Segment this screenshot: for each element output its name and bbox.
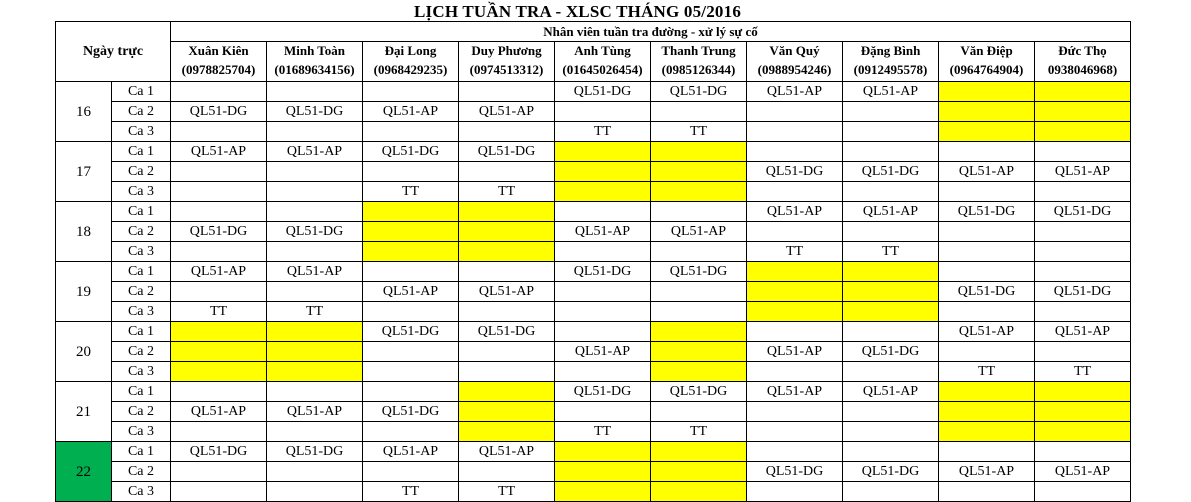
assignment-cell bbox=[363, 422, 459, 442]
assignment-cell: TT bbox=[843, 242, 939, 262]
assignment-cell bbox=[171, 382, 267, 402]
assignment-cell: QL51-DG bbox=[651, 382, 747, 402]
assignment-cell bbox=[747, 482, 843, 502]
assignment-cell: QL51-DG bbox=[363, 402, 459, 422]
assignment-cell bbox=[939, 182, 1035, 202]
assignment-cell bbox=[363, 202, 459, 222]
patrol-schedule-table bbox=[55, 21, 1131, 502]
schedule-row bbox=[56, 422, 1131, 442]
assignment-cell: QL51-DG bbox=[363, 142, 459, 162]
shift-label: Ca 1 bbox=[112, 442, 171, 462]
assignment-cell bbox=[747, 362, 843, 382]
assignment-cell bbox=[843, 222, 939, 242]
staff-phone: (0985126344) bbox=[661, 62, 736, 77]
assignment-cell bbox=[363, 462, 459, 482]
assignment-cell bbox=[555, 362, 651, 382]
assignment-cell bbox=[1035, 142, 1131, 162]
assignment-cell bbox=[555, 482, 651, 502]
assignment-cell bbox=[267, 122, 363, 142]
header-row-staff bbox=[56, 42, 1131, 82]
assignment-cell bbox=[459, 122, 555, 142]
assignment-cell bbox=[651, 482, 747, 502]
schedule-row bbox=[56, 182, 1131, 202]
assignment-cell bbox=[843, 262, 939, 282]
schedule-row bbox=[56, 142, 1131, 162]
shift-label: Ca 3 bbox=[112, 122, 171, 142]
assignment-cell bbox=[843, 302, 939, 322]
assignment-cell: QL51-DG bbox=[555, 82, 651, 102]
schedule-row bbox=[56, 222, 1131, 242]
assignment-cell bbox=[1035, 342, 1131, 362]
assignment-cell: QL51-DG bbox=[171, 222, 267, 242]
assignment-cell bbox=[267, 462, 363, 482]
assignment-cell: QL51-AP bbox=[843, 82, 939, 102]
assignment-cell bbox=[939, 382, 1035, 402]
assignment-cell bbox=[459, 222, 555, 242]
assignment-cell: QL51-AP bbox=[267, 142, 363, 162]
assignment-cell: TT bbox=[459, 482, 555, 502]
assignment-cell bbox=[843, 122, 939, 142]
assignment-cell: QL51-AP bbox=[363, 442, 459, 462]
assignment-cell bbox=[267, 162, 363, 182]
shift-label: Ca 1 bbox=[112, 322, 171, 342]
staff-name: Văn Điệp bbox=[960, 43, 1013, 58]
shift-label: Ca 2 bbox=[112, 462, 171, 482]
assignment-cell: QL51-AP bbox=[267, 262, 363, 282]
staff-name: Duy Phương bbox=[471, 43, 542, 58]
assignment-cell bbox=[171, 362, 267, 382]
assignment-cell: TT bbox=[555, 422, 651, 442]
assignment-cell: QL51-DG bbox=[459, 322, 555, 342]
schedule-row bbox=[56, 442, 1131, 462]
assignment-cell bbox=[459, 202, 555, 222]
header-row-1 bbox=[56, 22, 1131, 42]
staff-group-header: Nhân viên tuần tra đường - xử lý sự cố bbox=[171, 22, 1131, 42]
assignment-cell: TT bbox=[1035, 362, 1131, 382]
schedule-row bbox=[56, 302, 1131, 322]
assignment-cell bbox=[939, 82, 1035, 102]
assignment-cell bbox=[555, 402, 651, 422]
assignment-cell bbox=[747, 102, 843, 122]
assignment-cell: QL51-AP bbox=[651, 222, 747, 242]
assignment-cell bbox=[267, 322, 363, 342]
shift-label: Ca 3 bbox=[112, 182, 171, 202]
assignment-cell: QL51-DG bbox=[171, 102, 267, 122]
assignment-cell bbox=[939, 442, 1035, 462]
assignment-cell bbox=[459, 82, 555, 102]
assignment-cell bbox=[459, 262, 555, 282]
assignment-cell bbox=[747, 122, 843, 142]
assignment-cell: QL51-AP bbox=[939, 322, 1035, 342]
assignment-cell bbox=[267, 422, 363, 442]
shift-label: Ca 2 bbox=[112, 282, 171, 302]
assignment-cell bbox=[843, 402, 939, 422]
assignment-cell bbox=[843, 182, 939, 202]
assignment-cell: QL51-AP bbox=[555, 222, 651, 242]
assignment-cell: QL51-AP bbox=[1035, 462, 1131, 482]
shift-label: Ca 2 bbox=[112, 402, 171, 422]
assignment-cell bbox=[363, 362, 459, 382]
schedule-row bbox=[56, 362, 1131, 382]
assignment-cell bbox=[1035, 422, 1131, 442]
staff-name: Đại Long bbox=[384, 43, 437, 58]
assignment-cell bbox=[459, 342, 555, 362]
shift-label: Ca 3 bbox=[112, 482, 171, 502]
assignment-cell: QL51-AP bbox=[171, 142, 267, 162]
assignment-cell bbox=[363, 162, 459, 182]
schedule-row bbox=[56, 382, 1131, 402]
assignment-cell: QL51-DG bbox=[267, 222, 363, 242]
assignment-cell bbox=[267, 342, 363, 362]
assignment-cell bbox=[171, 82, 267, 102]
assignment-cell bbox=[939, 122, 1035, 142]
assignment-cell bbox=[939, 242, 1035, 262]
ngay-truc-header: Ngày trực bbox=[56, 22, 171, 82]
assignment-cell bbox=[651, 282, 747, 302]
staff-phone: (01645026454) bbox=[562, 62, 643, 77]
assignment-cell bbox=[651, 342, 747, 362]
assignment-cell bbox=[363, 222, 459, 242]
staff-phone: (01689634156) bbox=[274, 62, 355, 77]
assignment-cell: QL51-AP bbox=[459, 442, 555, 462]
assignment-cell bbox=[939, 302, 1035, 322]
assignment-cell bbox=[747, 282, 843, 302]
assignment-cell bbox=[843, 102, 939, 122]
assignment-cell bbox=[171, 342, 267, 362]
assignment-cell bbox=[459, 302, 555, 322]
assignment-cell bbox=[267, 362, 363, 382]
assignment-cell: QL51-DG bbox=[1035, 282, 1131, 302]
staff-name: Anh Tùng bbox=[574, 43, 631, 58]
staff-name: Văn Quý bbox=[769, 43, 820, 58]
assignment-cell bbox=[267, 482, 363, 502]
assignment-cell bbox=[555, 442, 651, 462]
assignment-cell: TT bbox=[171, 302, 267, 322]
assignment-cell bbox=[747, 262, 843, 282]
assignment-cell bbox=[459, 462, 555, 482]
assignment-cell: QL51-AP bbox=[1035, 162, 1131, 182]
shift-label: Ca 1 bbox=[112, 202, 171, 222]
day-cell: 18 bbox=[56, 202, 112, 262]
assignment-cell bbox=[1035, 482, 1131, 502]
assignment-cell bbox=[651, 442, 747, 462]
assignment-cell bbox=[939, 402, 1035, 422]
shift-label: Ca 3 bbox=[112, 242, 171, 262]
assignment-cell bbox=[171, 242, 267, 262]
assignment-cell bbox=[843, 282, 939, 302]
assignment-cell bbox=[747, 302, 843, 322]
assignment-cell bbox=[747, 442, 843, 462]
shift-label: Ca 2 bbox=[112, 102, 171, 122]
schedule-row bbox=[56, 102, 1131, 122]
assignment-cell: QL51-AP bbox=[555, 342, 651, 362]
assignment-cell: TT bbox=[651, 122, 747, 142]
staff-name: Xuân Kiên bbox=[188, 43, 249, 58]
assignment-cell: TT bbox=[363, 482, 459, 502]
staff-name: Đặng Bình bbox=[860, 43, 921, 58]
assignment-cell bbox=[171, 182, 267, 202]
assignment-cell: QL51-DG bbox=[1035, 202, 1131, 222]
assignment-cell: QL51-DG bbox=[747, 162, 843, 182]
staff-name: Thanh Trung bbox=[661, 43, 736, 58]
assignment-cell bbox=[555, 182, 651, 202]
assignment-cell bbox=[843, 422, 939, 442]
staff-header-3 bbox=[459, 42, 555, 82]
shift-label: Ca 2 bbox=[112, 222, 171, 242]
assignment-cell bbox=[171, 462, 267, 482]
assignment-cell bbox=[363, 82, 459, 102]
staff-phone: (0964764904) bbox=[949, 62, 1024, 77]
assignment-cell: TT bbox=[651, 422, 747, 442]
assignment-cell bbox=[363, 242, 459, 262]
assignment-cell: QL51-DG bbox=[555, 382, 651, 402]
assignment-cell: QL51-DG bbox=[843, 342, 939, 362]
assignment-cell: QL51-DG bbox=[747, 462, 843, 482]
assignment-cell: QL51-AP bbox=[363, 102, 459, 122]
assignment-cell bbox=[1035, 242, 1131, 262]
assignment-cell: QL51-DG bbox=[267, 102, 363, 122]
assignment-cell bbox=[171, 282, 267, 302]
assignment-cell bbox=[651, 142, 747, 162]
assignment-cell bbox=[555, 162, 651, 182]
shift-label: Ca 1 bbox=[112, 142, 171, 162]
assignment-cell bbox=[747, 182, 843, 202]
day-cell: 21 bbox=[56, 382, 112, 442]
assignment-cell: QL51-DG bbox=[651, 262, 747, 282]
staff-header-1 bbox=[267, 42, 363, 82]
assignment-cell: QL51-DG bbox=[939, 282, 1035, 302]
shift-label: Ca 3 bbox=[112, 362, 171, 382]
assignment-cell bbox=[651, 302, 747, 322]
assignment-cell bbox=[555, 142, 651, 162]
assignment-cell bbox=[843, 362, 939, 382]
assignment-cell: TT bbox=[555, 122, 651, 142]
assignment-cell bbox=[939, 482, 1035, 502]
assignment-cell bbox=[267, 202, 363, 222]
staff-phone: (0974513312) bbox=[469, 62, 544, 77]
assignment-cell bbox=[267, 82, 363, 102]
staff-header-2 bbox=[363, 42, 459, 82]
assignment-cell bbox=[171, 482, 267, 502]
assignment-cell bbox=[651, 102, 747, 122]
schedule-row bbox=[56, 202, 1131, 222]
assignment-cell bbox=[555, 282, 651, 302]
assignment-cell bbox=[939, 142, 1035, 162]
assignment-cell bbox=[363, 342, 459, 362]
assignment-cell bbox=[171, 322, 267, 342]
assignment-cell bbox=[267, 282, 363, 302]
day-cell: 20 bbox=[56, 322, 112, 382]
assignment-cell bbox=[651, 402, 747, 422]
assignment-cell bbox=[267, 242, 363, 262]
assignment-cell bbox=[651, 162, 747, 182]
assignment-cell bbox=[459, 242, 555, 262]
assignment-cell bbox=[939, 262, 1035, 282]
staff-header-0 bbox=[171, 42, 267, 82]
assignment-cell: QL51-AP bbox=[843, 382, 939, 402]
staff-header-8 bbox=[939, 42, 1035, 82]
schedule-row bbox=[56, 82, 1131, 102]
assignment-cell: QL51-DG bbox=[843, 162, 939, 182]
staff-name: Đức Thọ bbox=[1058, 43, 1107, 58]
assignment-cell bbox=[651, 362, 747, 382]
assignment-cell: QL51-AP bbox=[171, 402, 267, 422]
assignment-cell bbox=[843, 442, 939, 462]
assignment-cell bbox=[1035, 122, 1131, 142]
shift-label: Ca 1 bbox=[112, 82, 171, 102]
assignment-cell bbox=[651, 462, 747, 482]
assignment-cell: TT bbox=[267, 302, 363, 322]
shift-label: Ca 2 bbox=[112, 162, 171, 182]
assignment-cell bbox=[555, 302, 651, 322]
assignment-cell: QL51-AP bbox=[939, 162, 1035, 182]
assignment-cell: QL51-DG bbox=[459, 142, 555, 162]
shift-label: Ca 1 bbox=[112, 262, 171, 282]
assignment-cell bbox=[747, 222, 843, 242]
assignment-cell: QL51-DG bbox=[939, 202, 1035, 222]
assignment-cell: QL51-AP bbox=[747, 82, 843, 102]
assignment-cell bbox=[651, 202, 747, 222]
schedule-row bbox=[56, 262, 1131, 282]
assignment-cell: QL51-AP bbox=[747, 202, 843, 222]
assignment-cell bbox=[747, 322, 843, 342]
assignment-cell bbox=[747, 142, 843, 162]
assignment-cell: QL51-AP bbox=[171, 262, 267, 282]
assignment-cell bbox=[555, 322, 651, 342]
day-cell: 17 bbox=[56, 142, 112, 202]
assignment-cell: QL51-AP bbox=[363, 282, 459, 302]
assignment-cell bbox=[651, 242, 747, 262]
schedule-row bbox=[56, 282, 1131, 302]
schedule-row bbox=[56, 322, 1131, 342]
schedule-row bbox=[56, 242, 1131, 262]
assignment-cell bbox=[363, 122, 459, 142]
assignment-cell: QL51-AP bbox=[1035, 322, 1131, 342]
assignment-cell bbox=[747, 422, 843, 442]
assignment-cell: QL51-AP bbox=[267, 402, 363, 422]
assignment-cell bbox=[555, 242, 651, 262]
assignment-cell bbox=[939, 342, 1035, 362]
assignment-cell bbox=[651, 182, 747, 202]
assignment-cell bbox=[171, 422, 267, 442]
assignment-cell bbox=[459, 402, 555, 422]
assignment-cell bbox=[363, 302, 459, 322]
assignment-cell: TT bbox=[459, 182, 555, 202]
schedule-row bbox=[56, 162, 1131, 182]
assignment-cell bbox=[1035, 442, 1131, 462]
assignment-cell: TT bbox=[747, 242, 843, 262]
assignment-cell bbox=[1035, 262, 1131, 282]
staff-name: Minh Toàn bbox=[283, 43, 346, 58]
assignment-cell bbox=[1035, 382, 1131, 402]
assignment-cell bbox=[939, 222, 1035, 242]
schedule-title: LỊCH TUẦN TRA - XLSC THÁNG 05/2016 bbox=[414, 2, 742, 21]
staff-phone: (0988954246) bbox=[757, 62, 832, 77]
assignment-cell: QL51-DG bbox=[171, 442, 267, 462]
shift-label: Ca 3 bbox=[112, 302, 171, 322]
assignment-cell bbox=[555, 102, 651, 122]
staff-phone: (0978825704) bbox=[181, 62, 256, 77]
staff-phone: 0938046968) bbox=[1047, 62, 1118, 77]
assignment-cell: QL51-AP bbox=[459, 102, 555, 122]
assignment-cell bbox=[555, 462, 651, 482]
assignment-cell: QL51-DG bbox=[555, 262, 651, 282]
shift-label: Ca 3 bbox=[112, 422, 171, 442]
assignment-cell: QL51-AP bbox=[747, 382, 843, 402]
assignment-cell bbox=[171, 122, 267, 142]
assignment-cell: QL51-DG bbox=[843, 462, 939, 482]
assignment-cell: QL51-DG bbox=[363, 322, 459, 342]
assignment-cell bbox=[843, 482, 939, 502]
assignment-cell bbox=[1035, 102, 1131, 122]
assignment-cell bbox=[1035, 302, 1131, 322]
schedule-row bbox=[56, 342, 1131, 362]
staff-header-9 bbox=[1035, 42, 1131, 82]
assignment-cell bbox=[267, 182, 363, 202]
assignment-cell bbox=[459, 382, 555, 402]
day-cell: 16 bbox=[56, 82, 112, 142]
assignment-cell: QL51-AP bbox=[843, 202, 939, 222]
assignment-cell: QL51-AP bbox=[459, 282, 555, 302]
assignment-cell: TT bbox=[939, 362, 1035, 382]
staff-header-6 bbox=[747, 42, 843, 82]
assignment-cell bbox=[459, 362, 555, 382]
staff-header-5 bbox=[651, 42, 747, 82]
schedule-row bbox=[56, 402, 1131, 422]
schedule-row bbox=[56, 482, 1131, 502]
assignment-cell bbox=[267, 382, 363, 402]
day-cell: 19 bbox=[56, 262, 112, 322]
assignment-cell: TT bbox=[363, 182, 459, 202]
assignment-cell bbox=[363, 262, 459, 282]
assignment-cell bbox=[1035, 182, 1131, 202]
assignment-cell: QL51-DG bbox=[651, 82, 747, 102]
assignment-cell: QL51-DG bbox=[267, 442, 363, 462]
staff-phone: (0912495578) bbox=[853, 62, 928, 77]
shift-label: Ca 2 bbox=[112, 342, 171, 362]
assignment-cell bbox=[1035, 82, 1131, 102]
assignment-cell: QL51-AP bbox=[747, 342, 843, 362]
assignment-cell bbox=[651, 322, 747, 342]
assignment-cell bbox=[1035, 402, 1131, 422]
day-cell: 22 bbox=[56, 442, 112, 502]
assignment-cell bbox=[939, 102, 1035, 122]
assignment-cell: QL51-AP bbox=[939, 462, 1035, 482]
assignment-cell bbox=[459, 162, 555, 182]
assignment-cell bbox=[363, 382, 459, 402]
assignment-cell bbox=[747, 402, 843, 422]
assignment-cell bbox=[171, 162, 267, 182]
schedule-title-bar bbox=[0, 0, 1191, 22]
staff-header-7 bbox=[843, 42, 939, 82]
assignment-cell bbox=[843, 142, 939, 162]
assignment-cell bbox=[939, 422, 1035, 442]
staff-header-4 bbox=[555, 42, 651, 82]
schedule-row bbox=[56, 122, 1131, 142]
assignment-cell bbox=[555, 202, 651, 222]
staff-phone: (0968429235) bbox=[373, 62, 448, 77]
schedule-row bbox=[56, 462, 1131, 482]
assignment-cell bbox=[843, 322, 939, 342]
assignment-cell bbox=[171, 202, 267, 222]
assignment-cell bbox=[459, 422, 555, 442]
shift-label: Ca 1 bbox=[112, 382, 171, 402]
assignment-cell bbox=[1035, 222, 1131, 242]
